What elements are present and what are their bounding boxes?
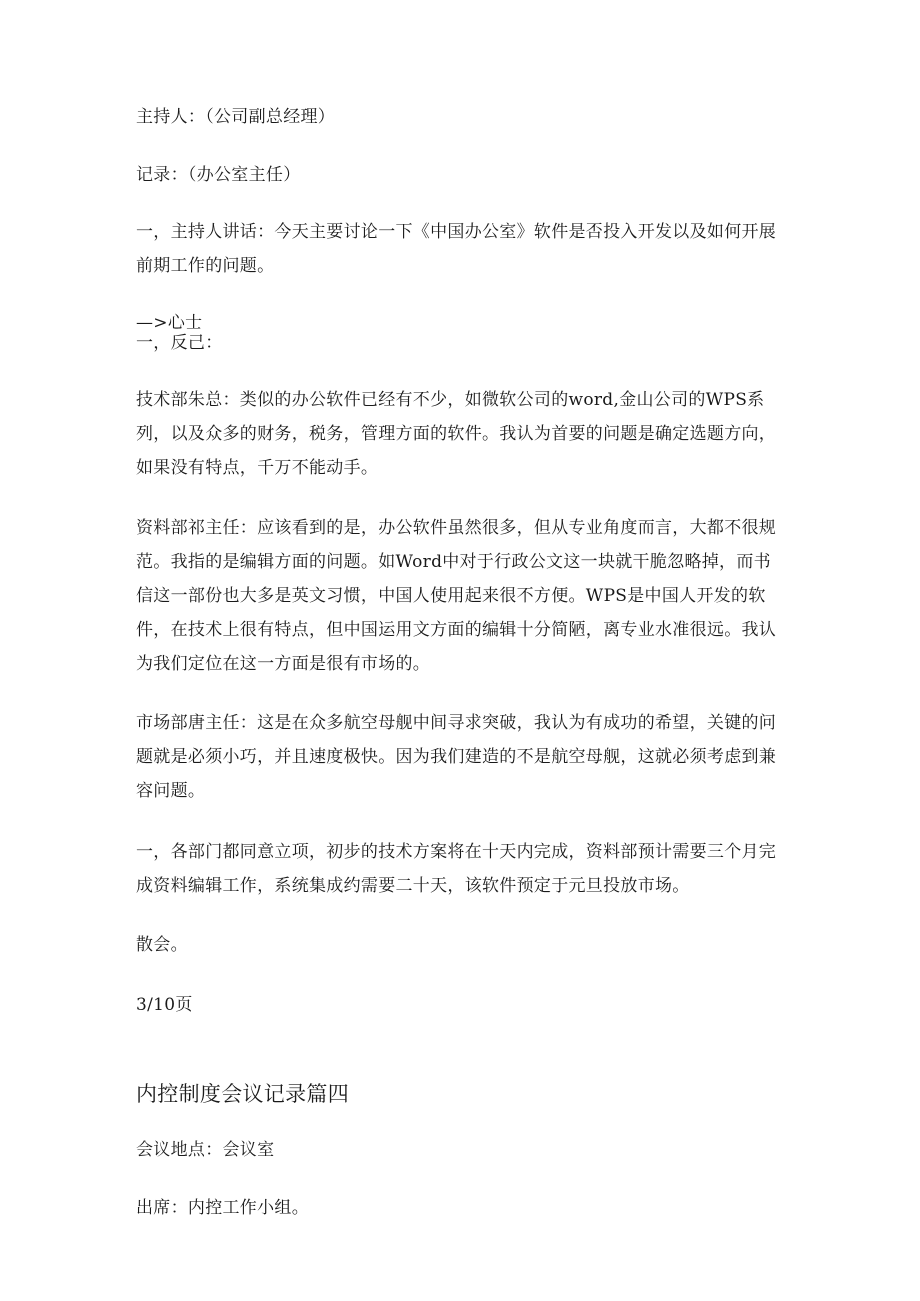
page-number: 3/10页 — [136, 995, 193, 1015]
attendance-line: 出席：内控工作小组。 — [136, 1198, 309, 1218]
item-one-paragraph: 一，主持人讲话：今天主要讨论一下《中国办公室》软件是否投入开发以及如何开展前期工作的问题。 — [136, 222, 777, 276]
conclusion-paragraph: 一，各部门都同意立项，初步的技术方案将在十天内完成，资料部预计需要三个月完成资料编辑工作，系统集成约需要二十天，该软件预定于元旦投放市场。 — [136, 842, 777, 896]
adjourn-line: 散会。 — [136, 935, 188, 955]
market-speech-paragraph: 市场部唐主任：这是在众多航空母舰中间寻求突破，我认为有成功的希望，关键的问题就是必须小巧，并且速度极快。因为我们建造的不是航空母舰，这就必须考虑到兼容问题。 — [136, 713, 777, 801]
meeting-place-line: 会议地点：会议室 — [136, 1140, 275, 1160]
tech-speech-paragraph: 技术部朱总：类似的办公软件已经有不少，如微软公司的word,金山公司的WPS系列，以及众多的财务，税务，管理方面的软件。我认为首要的问题是确定选题方向，如果没有特点，千万不能动手。 — [136, 390, 777, 478]
data-speech-paragraph: 资料部祁主任：应该看到的是，办公软件虽然很多，但从专业角度而言，大都不很规范。我指的是编辑方面的问题。如Word中对于行政公文这一块就干脆忽略掉，而书信这一部份也大多是英文习惯，中国人使用起来很不方便。WPS是中国人开发的软件，在技术上很有特点，但中国运用文方面的编辑十分简陋，离专业水准很远。我认为我们定位在这一方面是很有市场的。 — [136, 518, 777, 674]
garbled-line-1: —>心士 — [136, 313, 203, 333]
section-title: 内控制度会议记录篇四 — [136, 1082, 349, 1106]
host-line: 主持人：（公司副总经理） — [136, 107, 336, 127]
garbled-line-2: 一，反己： — [136, 333, 223, 353]
recorder-line: 记录：（办公室主任） — [136, 165, 301, 185]
